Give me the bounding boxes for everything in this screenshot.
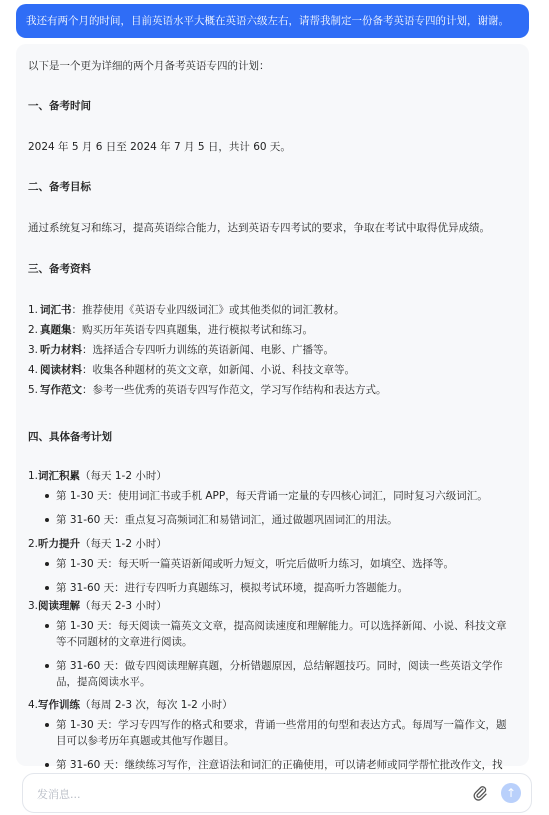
plan-bullet: 第 31-60 天：做专四阅读理解真题，分析错题原因，总结解题技巧。同时，阅读一些英语文学作品，提高阅读水平。 bbox=[28, 658, 508, 690]
paperclip-icon[interactable] bbox=[473, 785, 487, 805]
user-message-bubble bbox=[16, 4, 529, 38]
list-item: 3. 听力材料：选择适合专四听力训练的英语新闻、电影、广播等。 bbox=[28, 344, 334, 356]
plan-vocabulary bbox=[28, 468, 516, 536]
list-item: 2. 真题集：购买历年英语专四真题集，进行模拟考试和练习。 bbox=[28, 324, 313, 336]
plan-bullet: 第 1-30 天：使用词汇书或手机 APP，每天背诵一定量的专四核心词汇，同时复习六级词汇。 bbox=[28, 488, 508, 504]
list-item: 1. 词汇书：推荐使用《英语专业四级词汇》或其他类似的词汇教材。 bbox=[28, 304, 345, 316]
send-button[interactable] bbox=[501, 783, 521, 803]
answer-intro: 以下是一个更为详细的两个月备考英语专四的计划： bbox=[28, 60, 270, 72]
section-heading-materials: 三、备考资料 bbox=[28, 263, 91, 275]
plan-bullet: 第 31-60 天：继续练习写作，注意语法和词汇的正确使用，可以请老师或同学帮忙批改作文，找 bbox=[28, 757, 508, 789]
section-heading-time: 一、备考时间 bbox=[28, 100, 91, 112]
plan-title: 1.词汇积累（每天 1-2 小时） bbox=[28, 470, 167, 482]
plan-bullet: 第 1-30 天：学习专四写作的格式和要求，背诵一些常用的句型和表达方式。每周写一篇作文，题目可以参考历年真题或其他写作题目。 bbox=[28, 717, 508, 749]
plan-title: 3.阅读理解（每天 2-3 小时） bbox=[28, 600, 167, 612]
section-text-goal: 通过系统复习和练习，提高英语综合能力，达到英语专四考试的要求，争取在考试中取得优异成绩。 bbox=[28, 222, 490, 234]
list-item: 4. 阅读材料：收集各种题材的英文文章，如新闻、小说、科技文章等。 bbox=[28, 364, 355, 376]
assistant-answer bbox=[16, 44, 529, 771]
user-message-text: 我还有两个月的时间，目前英语水平大概在英语六级左右，请帮我制定一份备考英语专四的计划，谢谢。 bbox=[26, 15, 509, 27]
section-text-time: 2024 年 5 月 6 日至 2024 年 7 月 5 日，共计 60 天。 bbox=[28, 141, 291, 153]
section-heading-plan: 四、具体备考计划 bbox=[28, 431, 112, 443]
plan-reading bbox=[28, 598, 516, 698]
plan-listening bbox=[28, 536, 516, 604]
plan-title: 2.听力提升（每天 1-2 小时） bbox=[28, 538, 167, 550]
plan-bullet: 第 1-30 天：每天听一篇英语新闻或听力短文，听完后做听力练习，如填空、选择等。 bbox=[28, 556, 508, 572]
section-heading-goal: 二、备考目标 bbox=[28, 181, 91, 193]
plan-bullet: 第 31-60 天：进行专四听力真题练习，模拟考试环境，提高听力答题能力。 bbox=[28, 580, 508, 596]
plan-bullet: 第 31-60 天：重点复习高频词汇和易错词汇，通过做题巩固词汇的用法。 bbox=[28, 512, 508, 528]
plan-title: 4.写作训练（每周 2-3 次，每次 1-2 小时） bbox=[28, 699, 233, 711]
send-arrow-icon: ↑ bbox=[505, 786, 517, 800]
plan-bullet: 第 1-30 天：每天阅读一篇英文文章，提高阅读速度和理解能力。可以选择新闻、小说、科技文章等不同题材的文章进行阅读。 bbox=[28, 618, 508, 650]
list-item: 5. 写作范文：参考一些优秀的英语专四写作范文，学习写作结构和表达方式。 bbox=[28, 384, 387, 396]
message-input[interactable] bbox=[22, 773, 532, 813]
input-placeholder: 发消息... bbox=[37, 788, 81, 801]
materials-list bbox=[28, 302, 513, 402]
